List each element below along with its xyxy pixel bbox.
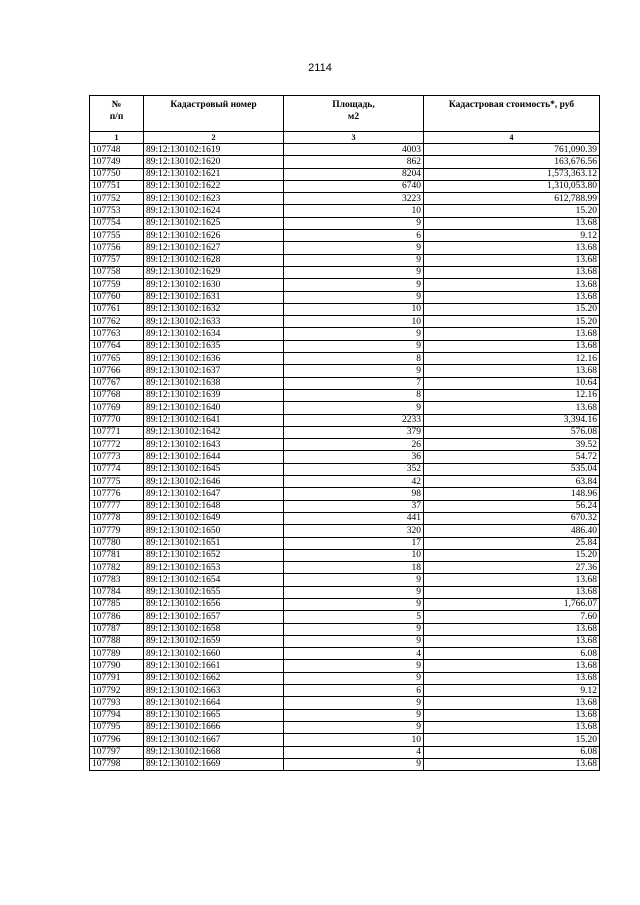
cadastral-number-cell: 89:12:130102:1625 [144, 217, 284, 229]
area-cell: 7 [284, 377, 424, 389]
area-cell: 9 [284, 623, 424, 635]
cadastral-value-cell: 13.68 [424, 328, 600, 340]
table-row [90, 340, 600, 352]
cadastral-value-cell: 13.68 [424, 721, 600, 733]
row-number-cell: 107780 [90, 537, 144, 549]
cadastral-number-cell: 89:12:130102:1662 [144, 672, 284, 684]
row-number-cell: 107762 [90, 316, 144, 328]
area-cell: 9 [284, 242, 424, 254]
cadastral-number-cell: 89:12:130102:1657 [144, 611, 284, 623]
cadastral-number-cell: 89:12:130102:1635 [144, 340, 284, 352]
area-cell: 9 [284, 586, 424, 598]
area-cell: 36 [284, 451, 424, 463]
area-cell: 441 [284, 512, 424, 524]
cadastral-number-cell: 89:12:130102:1653 [144, 562, 284, 574]
table-row [90, 721, 600, 733]
table-row [90, 389, 600, 401]
row-number-cell: 107793 [90, 697, 144, 709]
table-row [90, 365, 600, 377]
area-cell: 9 [284, 672, 424, 684]
row-number-cell: 107777 [90, 500, 144, 512]
area-cell: 9 [284, 598, 424, 610]
row-number-cell: 107778 [90, 512, 144, 524]
row-number-cell: 107760 [90, 291, 144, 303]
area-cell: 2233 [284, 414, 424, 426]
table-row [90, 193, 600, 205]
cadastral-number-cell: 89:12:130102:1665 [144, 709, 284, 721]
area-cell: 4 [284, 648, 424, 660]
column-number: 2 [144, 132, 284, 144]
table-header-row [90, 96, 600, 132]
table-row [90, 476, 600, 488]
area-cell: 9 [284, 328, 424, 340]
table-row [90, 168, 600, 180]
cadastral-value-cell: 39.52 [424, 439, 600, 451]
cadastral-value-cell: 13.68 [424, 217, 600, 229]
area-cell: 8 [284, 353, 424, 365]
cadastral-value-cell: 486.40 [424, 525, 600, 537]
row-number-cell: 107774 [90, 463, 144, 475]
cadastral-value-cell: 15.20 [424, 316, 600, 328]
row-number-cell: 107790 [90, 660, 144, 672]
cadastral-number-cell: 89:12:130102:1630 [144, 279, 284, 291]
area-cell: 42 [284, 476, 424, 488]
cadastral-value-cell: 13.68 [424, 635, 600, 647]
area-cell: 26 [284, 439, 424, 451]
cadastral-value-cell: 13.68 [424, 242, 600, 254]
cadastral-number-cell: 89:12:130102:1666 [144, 721, 284, 733]
area-cell: 9 [284, 279, 424, 291]
area-cell: 8204 [284, 168, 424, 180]
area-cell: 9 [284, 365, 424, 377]
cadastral-number-cell: 89:12:130102:1654 [144, 574, 284, 586]
cadastral-value-cell: 535.04 [424, 463, 600, 475]
cadastral-value-cell: 761,090.39 [424, 144, 600, 156]
cadastral-number-cell: 89:12:130102:1661 [144, 660, 284, 672]
table-row [90, 648, 600, 660]
table-row [90, 426, 600, 438]
row-number-cell: 107754 [90, 217, 144, 229]
cadastral-value-cell: 13.68 [424, 697, 600, 709]
cadastral-number-cell: 89:12:130102:1628 [144, 254, 284, 266]
table-row [90, 574, 600, 586]
cadastral-number-cell: 89:12:130102:1632 [144, 303, 284, 315]
area-cell: 8 [284, 389, 424, 401]
cadastral-number-cell: 89:12:130102:1636 [144, 353, 284, 365]
row-number-cell: 107787 [90, 623, 144, 635]
row-number-cell: 107776 [90, 488, 144, 500]
cadastral-value-cell: 10.64 [424, 377, 600, 389]
cadastral-number-cell: 89:12:130102:1659 [144, 635, 284, 647]
cadastral-number-cell: 89:12:130102:1622 [144, 180, 284, 192]
cadastral-number-cell: 89:12:130102:1626 [144, 230, 284, 242]
area-cell: 9 [284, 697, 424, 709]
table-row [90, 623, 600, 635]
cadastral-number-cell: 89:12:130102:1642 [144, 426, 284, 438]
cadastral-value-cell: 9.12 [424, 230, 600, 242]
cadastral-value-cell: 9.12 [424, 685, 600, 697]
cadastral-number-cell: 89:12:130102:1667 [144, 734, 284, 746]
row-number-cell: 107782 [90, 562, 144, 574]
area-cell: 9 [284, 709, 424, 721]
cadastral-value-cell: 13.68 [424, 279, 600, 291]
row-number-cell: 107768 [90, 389, 144, 401]
row-number-cell: 107772 [90, 439, 144, 451]
table-row [90, 316, 600, 328]
table-row [90, 672, 600, 684]
cadastral-value-cell: 27.36 [424, 562, 600, 574]
row-number-cell: 107786 [90, 611, 144, 623]
header-cadastral-number: Кадастровый номер [144, 96, 284, 132]
area-cell: 10 [284, 205, 424, 217]
cadastral-number-cell: 89:12:130102:1668 [144, 746, 284, 758]
table-row [90, 328, 600, 340]
table-row [90, 746, 600, 758]
cadastral-number-cell: 89:12:130102:1624 [144, 205, 284, 217]
table-row [90, 414, 600, 426]
cadastral-number-cell: 89:12:130102:1648 [144, 500, 284, 512]
table-row [90, 254, 600, 266]
cadastral-value-cell: 13.68 [424, 254, 600, 266]
cadastral-value-cell: 576.08 [424, 426, 600, 438]
cadastral-value-cell: 15.20 [424, 549, 600, 561]
cadastral-value-cell: 13.68 [424, 365, 600, 377]
cadastral-number-cell: 89:12:130102:1631 [144, 291, 284, 303]
area-cell: 6740 [284, 180, 424, 192]
cadastral-value-cell: 12.16 [424, 353, 600, 365]
area-cell: 9 [284, 758, 424, 770]
cadastral-number-cell: 89:12:130102:1669 [144, 758, 284, 770]
area-cell: 10 [284, 316, 424, 328]
row-number-cell: 107759 [90, 279, 144, 291]
row-number-cell: 107757 [90, 254, 144, 266]
cadastral-value-cell: 56.24 [424, 500, 600, 512]
row-number-cell: 107791 [90, 672, 144, 684]
column-number: 4 [424, 132, 600, 144]
table-row [90, 734, 600, 746]
table-row [90, 488, 600, 500]
cadastral-number-cell: 89:12:130102:1649 [144, 512, 284, 524]
cadastral-number-cell: 89:12:130102:1620 [144, 156, 284, 168]
cadastral-value-cell: 13.68 [424, 660, 600, 672]
cadastral-number-cell: 89:12:130102:1646 [144, 476, 284, 488]
row-number-cell: 107788 [90, 635, 144, 647]
cadastral-value-cell: 12.16 [424, 389, 600, 401]
area-cell: 9 [284, 721, 424, 733]
row-number-cell: 107764 [90, 340, 144, 352]
column-number: 1 [90, 132, 144, 144]
row-number-cell: 107771 [90, 426, 144, 438]
cadastral-value-cell: 670.32 [424, 512, 600, 524]
row-number-cell: 107769 [90, 402, 144, 414]
row-number-cell: 107758 [90, 266, 144, 278]
cadastral-number-cell: 89:12:130102:1641 [144, 414, 284, 426]
area-cell: 9 [284, 340, 424, 352]
cadastral-value-cell: 6.08 [424, 648, 600, 660]
area-cell: 5 [284, 611, 424, 623]
table-row [90, 635, 600, 647]
table-row [90, 451, 600, 463]
table-row [90, 303, 600, 315]
area-cell: 320 [284, 525, 424, 537]
area-cell: 9 [284, 402, 424, 414]
cadastral-value-cell: 1,766.07 [424, 598, 600, 610]
header-cadastral-value: Кадастровая стоимость*, руб [424, 96, 600, 132]
cadastral-value-cell: 7.60 [424, 611, 600, 623]
cadastral-value-cell: 63.84 [424, 476, 600, 488]
table-row [90, 291, 600, 303]
cadastral-number-cell: 89:12:130102:1645 [144, 463, 284, 475]
cadastral-value-cell: 3,394.16 [424, 414, 600, 426]
row-number-cell: 107755 [90, 230, 144, 242]
table-row [90, 611, 600, 623]
cadastral-number-cell: 89:12:130102:1638 [144, 377, 284, 389]
area-cell: 98 [284, 488, 424, 500]
row-number-cell: 107763 [90, 328, 144, 340]
cadastral-value-cell: 148.96 [424, 488, 600, 500]
area-cell: 10 [284, 303, 424, 315]
table-row [90, 156, 600, 168]
row-number-cell: 107784 [90, 586, 144, 598]
table-row [90, 500, 600, 512]
area-cell: 6 [284, 685, 424, 697]
row-number-cell: 107773 [90, 451, 144, 463]
cadastral-number-cell: 89:12:130102:1643 [144, 439, 284, 451]
column-number: 3 [284, 132, 424, 144]
area-cell: 9 [284, 635, 424, 647]
area-cell: 352 [284, 463, 424, 475]
cadastral-number-cell: 89:12:130102:1664 [144, 697, 284, 709]
cadastral-number-cell: 89:12:130102:1627 [144, 242, 284, 254]
row-number-cell: 107785 [90, 598, 144, 610]
table-row [90, 353, 600, 365]
cadastral-value-cell: 13.68 [424, 623, 600, 635]
cadastral-number-cell: 89:12:130102:1623 [144, 193, 284, 205]
area-cell: 17 [284, 537, 424, 549]
cadastral-number-cell: 89:12:130102:1660 [144, 648, 284, 660]
cadastral-value-cell: 13.68 [424, 758, 600, 770]
row-number-cell: 107750 [90, 168, 144, 180]
cadastral-value-cell: 6.08 [424, 746, 600, 758]
cadastral-number-cell: 89:12:130102:1650 [144, 525, 284, 537]
cadastral-number-cell: 89:12:130102:1639 [144, 389, 284, 401]
area-cell: 862 [284, 156, 424, 168]
row-number-cell: 107756 [90, 242, 144, 254]
row-number-cell: 107753 [90, 205, 144, 217]
cadastral-number-cell: 89:12:130102:1663 [144, 685, 284, 697]
table-row [90, 205, 600, 217]
row-number-cell: 107792 [90, 685, 144, 697]
cadastral-value-cell: 13.68 [424, 672, 600, 684]
area-cell: 6 [284, 230, 424, 242]
row-number-cell: 107767 [90, 377, 144, 389]
area-cell: 379 [284, 426, 424, 438]
cadastral-value-cell: 13.68 [424, 402, 600, 414]
row-number-cell: 107748 [90, 144, 144, 156]
cadastral-number-cell: 89:12:130102:1658 [144, 623, 284, 635]
row-number-cell: 107796 [90, 734, 144, 746]
row-number-cell: 107797 [90, 746, 144, 758]
area-cell: 9 [284, 217, 424, 229]
cadastral-value-cell: 1,573,363.12 [424, 168, 600, 180]
cadastral-value-cell: 54.72 [424, 451, 600, 463]
header-row-number: № п/п [90, 96, 144, 132]
table-row [90, 266, 600, 278]
area-cell: 9 [284, 574, 424, 586]
row-number-cell: 107775 [90, 476, 144, 488]
area-cell: 37 [284, 500, 424, 512]
area-cell: 4003 [284, 144, 424, 156]
table-row [90, 709, 600, 721]
row-number-cell: 107794 [90, 709, 144, 721]
cadastral-number-cell: 89:12:130102:1655 [144, 586, 284, 598]
table-row [90, 586, 600, 598]
cadastral-number-cell: 89:12:130102:1644 [144, 451, 284, 463]
cadastral-value-cell: 15.20 [424, 205, 600, 217]
cadastral-number-cell: 89:12:130102:1634 [144, 328, 284, 340]
row-number-cell: 107752 [90, 193, 144, 205]
cadastral-table [89, 95, 600, 771]
cadastral-value-cell: 13.68 [424, 709, 600, 721]
cadastral-value-cell: 25.84 [424, 537, 600, 549]
table-row [90, 697, 600, 709]
area-cell: 9 [284, 291, 424, 303]
cadastral-value-cell: 13.68 [424, 340, 600, 352]
header-area: Площадь, м2 [284, 96, 424, 132]
cadastral-number-cell: 89:12:130102:1619 [144, 144, 284, 156]
cadastral-number-cell: 89:12:130102:1640 [144, 402, 284, 414]
row-number-cell: 107779 [90, 525, 144, 537]
table-row [90, 144, 600, 156]
table-row [90, 439, 600, 451]
row-number-cell: 107751 [90, 180, 144, 192]
cadastral-value-cell: 15.20 [424, 734, 600, 746]
cadastral-number-cell: 89:12:130102:1637 [144, 365, 284, 377]
table-row [90, 525, 600, 537]
table-body [90, 144, 600, 771]
table-row [90, 217, 600, 229]
table-row [90, 402, 600, 414]
cadastral-number-cell: 89:12:130102:1652 [144, 549, 284, 561]
table-row [90, 537, 600, 549]
cadastral-number-cell: 89:12:130102:1656 [144, 598, 284, 610]
cadastral-value-cell: 13.68 [424, 266, 600, 278]
table-row [90, 598, 600, 610]
area-cell: 3223 [284, 193, 424, 205]
cadastral-value-cell: 13.68 [424, 291, 600, 303]
area-cell: 9 [284, 254, 424, 266]
area-cell: 4 [284, 746, 424, 758]
cadastral-value-cell: 15.20 [424, 303, 600, 315]
area-cell: 10 [284, 734, 424, 746]
table-row [90, 512, 600, 524]
row-number-cell: 107761 [90, 303, 144, 315]
page-number: 2114 [308, 62, 332, 74]
row-number-cell: 107798 [90, 758, 144, 770]
row-number-cell: 107781 [90, 549, 144, 561]
row-number-cell: 107789 [90, 648, 144, 660]
area-cell: 9 [284, 660, 424, 672]
table-row [90, 377, 600, 389]
cadastral-number-cell: 89:12:130102:1647 [144, 488, 284, 500]
cadastral-number-cell: 89:12:130102:1633 [144, 316, 284, 328]
row-number-cell: 107770 [90, 414, 144, 426]
row-number-cell: 107749 [90, 156, 144, 168]
table-row [90, 279, 600, 291]
table-row [90, 463, 600, 475]
cadastral-value-cell: 163,676.56 [424, 156, 600, 168]
table-row [90, 180, 600, 192]
cadastral-number-cell: 89:12:130102:1651 [144, 537, 284, 549]
column-number-row [90, 132, 600, 144]
area-cell: 18 [284, 562, 424, 574]
area-cell: 10 [284, 549, 424, 561]
row-number-cell: 107765 [90, 353, 144, 365]
table-row [90, 242, 600, 254]
table-row [90, 758, 600, 770]
cadastral-number-cell: 89:12:130102:1621 [144, 168, 284, 180]
table-row [90, 549, 600, 561]
row-number-cell: 107795 [90, 721, 144, 733]
cadastral-value-cell: 13.68 [424, 574, 600, 586]
cadastral-value-cell: 612,788.99 [424, 193, 600, 205]
area-cell: 9 [284, 266, 424, 278]
table-row [90, 562, 600, 574]
cadastral-value-cell: 13.68 [424, 586, 600, 598]
row-number-cell: 107766 [90, 365, 144, 377]
table-row [90, 230, 600, 242]
row-number-cell: 107783 [90, 574, 144, 586]
cadastral-value-cell: 1,310,053.80 [424, 180, 600, 192]
cadastral-number-cell: 89:12:130102:1629 [144, 266, 284, 278]
table-row [90, 660, 600, 672]
table-row [90, 685, 600, 697]
